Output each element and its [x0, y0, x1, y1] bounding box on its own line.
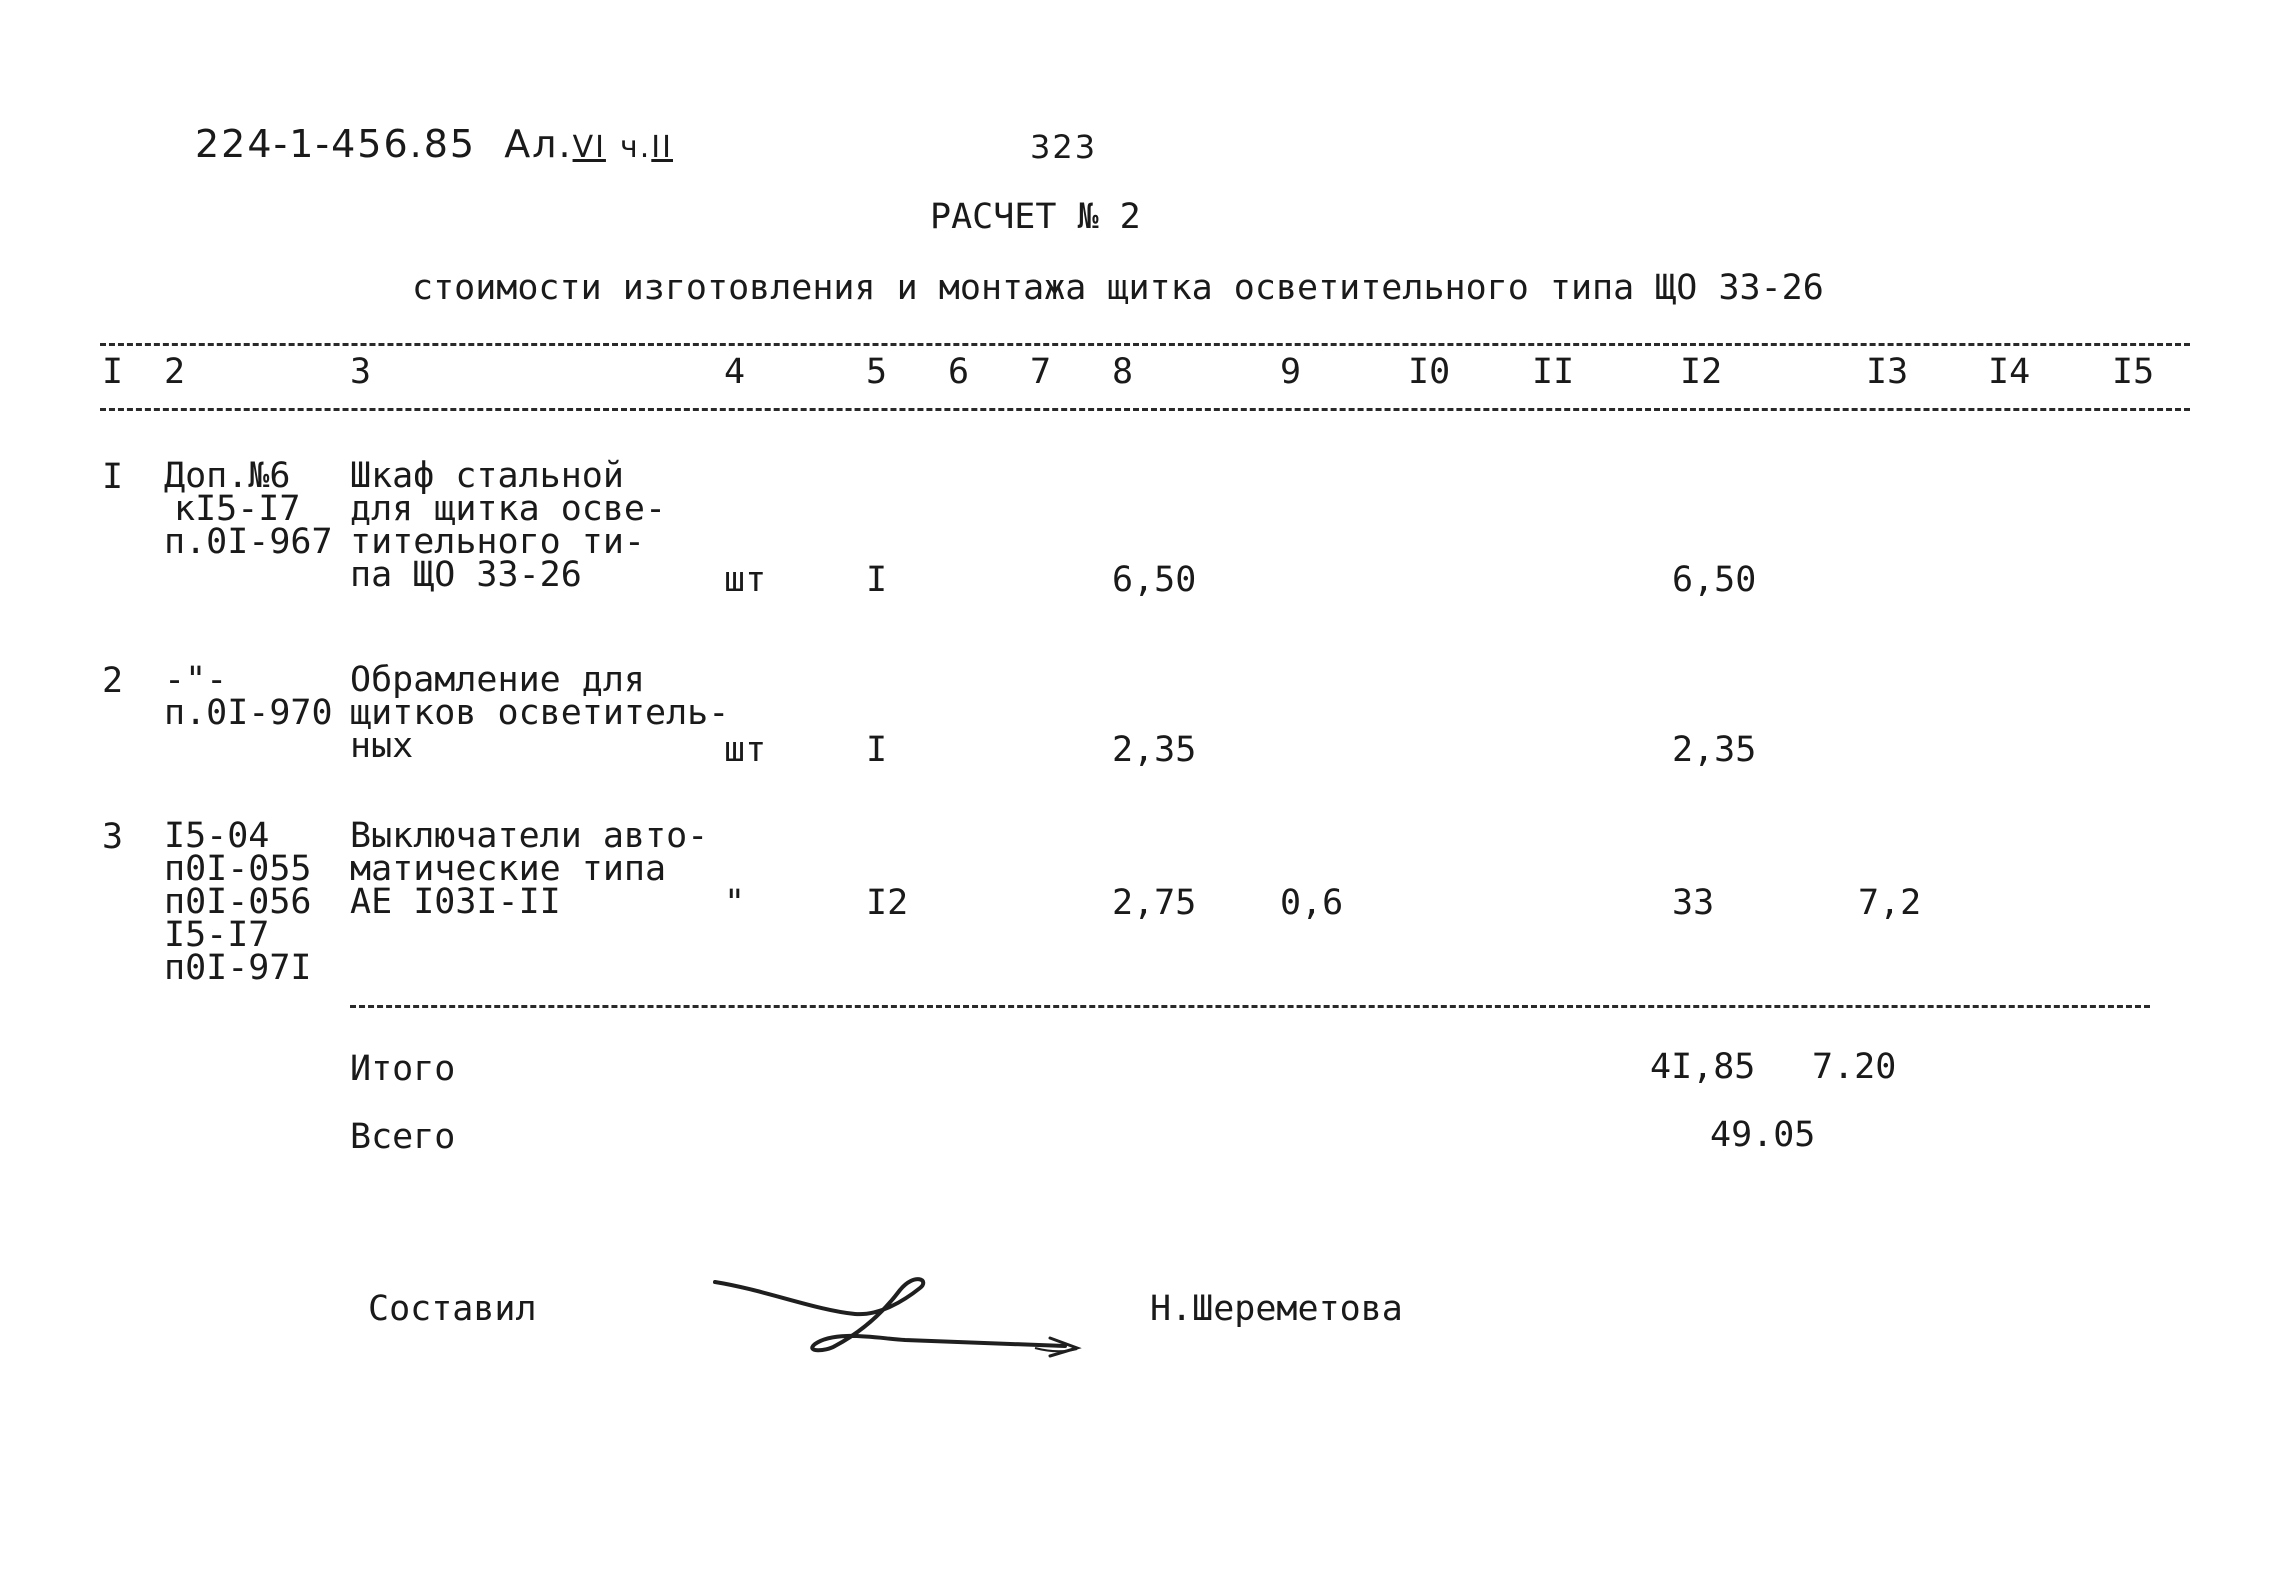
col-header: I0 [1408, 352, 1451, 392]
row-col13: 7,2 [1858, 883, 1922, 923]
name-line: тительного ти- [350, 522, 646, 562]
document-code [195, 122, 673, 166]
col-header: 6 [948, 352, 970, 392]
col-header: I4 [1988, 352, 2031, 392]
vsego-value: 49.05 [1710, 1115, 1816, 1155]
row-number: 3 [102, 817, 124, 857]
col-header: 9 [1280, 352, 1302, 392]
row-reference [164, 456, 333, 562]
itogo-label: Итого [350, 1049, 456, 1089]
ref-line: I5-04 [164, 816, 270, 856]
row-quantity: I [866, 730, 888, 770]
col-header: 8 [1112, 352, 1134, 392]
row-col8: 6,50 [1112, 560, 1197, 600]
row-name [350, 456, 667, 595]
row-col12: 33 [1672, 883, 1715, 923]
totals-rule [350, 1005, 2150, 1008]
ref-line: I5-I7 [164, 915, 270, 955]
compiled-label: Составил [368, 1289, 537, 1329]
row-col9: 0,6 [1280, 883, 1344, 923]
itogo-col13: 7.20 [1812, 1047, 1897, 1087]
ref-line: п0I-055 [164, 849, 312, 889]
row-col12: 6,50 [1672, 560, 1757, 600]
name-line: для щитка осве- [350, 489, 667, 529]
name-line: Выключатели авто- [350, 816, 709, 856]
part-label: ч. [620, 130, 652, 165]
signature-image [705, 1260, 1145, 1360]
document-subtitle: стоимости изготовления и монтажа щитка осветительного типа ЩО 33-26 [412, 268, 1824, 308]
ref-line: п.0I-970 [164, 693, 333, 733]
col-header: I2 [1680, 352, 1723, 392]
row-col8: 2,75 [1112, 883, 1197, 923]
row-number: I [102, 457, 124, 497]
col-header: 3 [350, 352, 372, 392]
header-top-rule [100, 343, 2190, 346]
header-bottom-rule [100, 408, 2190, 411]
col-header: I3 [1866, 352, 1909, 392]
row-number: 2 [102, 661, 124, 701]
row-unit: шт [724, 560, 767, 600]
name-line: АЕ I03I-II [350, 882, 561, 922]
row-unit: шт [724, 730, 767, 770]
row-name [350, 816, 709, 922]
page-number: 323 [1030, 128, 1098, 166]
album-label: Ал. [504, 122, 573, 166]
ref-line: -"- [164, 660, 228, 700]
itogo-col12: 4I,85 [1650, 1047, 1756, 1087]
col-header: I [102, 352, 124, 392]
name-line: Обрамление для [350, 660, 646, 700]
album-number: VI [572, 130, 606, 165]
vsego-label: Всего [350, 1117, 456, 1157]
row-quantity: I [866, 560, 888, 600]
row-col8: 2,35 [1112, 730, 1197, 770]
row-reference [164, 816, 312, 988]
name-line: Шкаф стальной [350, 456, 624, 496]
row-reference [164, 660, 333, 733]
name-line: щитков осветитель- [350, 693, 730, 733]
part-number: II [651, 130, 673, 165]
row-col12: 2,35 [1672, 730, 1757, 770]
compiler-name: Н.Шереметова [1150, 1289, 1403, 1329]
ref-line: Доп.№6 [164, 456, 291, 496]
col-header: I5 [2112, 352, 2155, 392]
col-header: 5 [866, 352, 888, 392]
ref-line: п0I-056 [164, 882, 312, 922]
ref-line: кI5-I7 [174, 489, 301, 529]
col-header: 2 [164, 352, 186, 392]
col-header: 7 [1030, 352, 1052, 392]
col-header: II [1532, 352, 1575, 392]
ref-line: п.0I-967 [164, 522, 333, 562]
col-header: 4 [724, 352, 746, 392]
document-title: РАСЧЕТ № 2 [930, 197, 1141, 237]
row-quantity: I2 [866, 883, 909, 923]
doc-code: 224-1-456.85 [195, 122, 477, 166]
name-line: матические типа [350, 849, 667, 889]
name-line: ных [350, 726, 414, 766]
ref-line: п0I-97I [164, 948, 312, 988]
row-name [350, 660, 730, 766]
row-unit: " [724, 883, 746, 923]
name-line: па ЩО 33-26 [350, 555, 582, 595]
